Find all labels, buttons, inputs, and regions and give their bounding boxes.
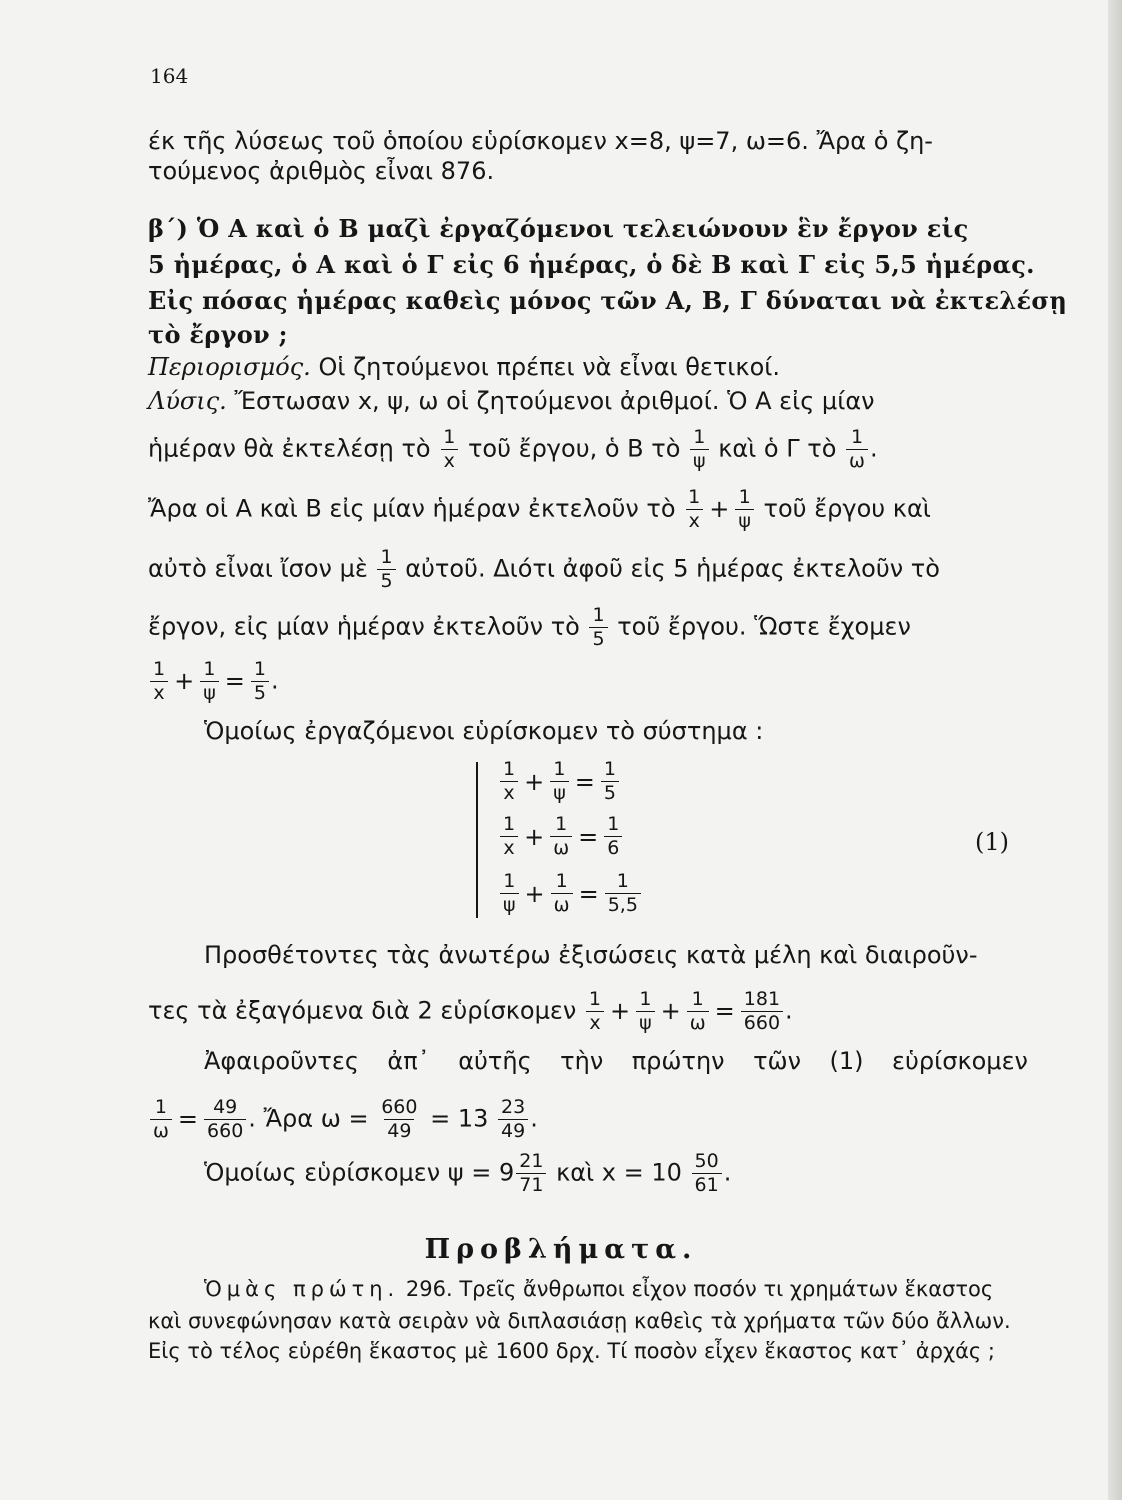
page-number: 164 bbox=[150, 64, 189, 88]
problem-296-line2: καὶ συνεφώνησαν κατὰ σειρὰν νὰ διπλασιάσῃ καθεὶς τὰ χρήματα τῶν δύο ἄλλων. bbox=[148, 1309, 1011, 1333]
para1-line2: τούμενος ἀριθμὸς εἶναι 876. bbox=[148, 157, 495, 185]
page-edge bbox=[1108, 0, 1122, 1500]
group-label: Ὁμὰς πρώτη. bbox=[204, 1277, 400, 1301]
problem-296-line1: Ὁμὰς πρώτη. 296. Τρεῖς ἄνθρωποι εἶχον ποσόν τι χρημάτων ἕκαστος bbox=[204, 1277, 994, 1301]
problem-296-line3: Εἰς τὸ τέλος εὑρέθη ἕκαστος μὲ 1600 δρχ. Τί ποσὸν εἶχεν ἕκαστος κατ᾽ ἀρχάς ; bbox=[148, 1339, 996, 1363]
solution-line7: Ὁμοίως ἐργαζόμενοι εὑρίσκομεν τὸ σύστημα : bbox=[204, 717, 764, 745]
restriction-text: Οἱ ζητούμενοι πρέπει νὰ εἶναι θετικοί. bbox=[318, 353, 781, 381]
system-eq3: 1 ψ + $\frac{1}{\omega}$ = $\frac{1}{5,5}$ bbox=[498, 872, 643, 915]
fraction-1-over-psi: $\frac{1}{\psi}$ bbox=[690, 428, 709, 471]
problem-b-line3: Εἰς πόσας ἡμέρας καθεὶς μόνος τῶν Α, Β, Γ δύναται νὰ ἐκτελέσῃ bbox=[148, 286, 1068, 315]
para1-line1: έκ τῆς λύσεως τοῦ ὁποίου εὑρίσκομεν x=8, ψ=7, ω=6. Ἄρα ὁ ζη- bbox=[148, 127, 933, 155]
fraction-1-over-omega: $\frac{1}{\omega}$ bbox=[846, 428, 868, 471]
solution-line1: Λύσις. Ἔστωσαν x, ψ, ω οἱ ζητούμενοι ἀριθμοί. Ὁ Α εἰς μίαν bbox=[148, 387, 875, 415]
restriction-line bbox=[148, 352, 1028, 382]
restriction-label: Περιορισμός. bbox=[148, 353, 311, 381]
system-eq2: 1 x + $\frac{1}{\omega}$ = $\frac{1}{6}$ bbox=[498, 815, 624, 858]
system-eq1: 1 x + $\frac{1}{\psi}$ = $\frac{1}{5}$ bbox=[498, 760, 621, 803]
system-number: (1) bbox=[975, 828, 1009, 856]
fraction-1-over-x: $\frac{1}{x}$ bbox=[440, 428, 458, 471]
problem-b-line1: β΄) Ὁ Α καὶ ὁ Β μαζὶ ἐργαζόμενοι τελειώνουν ἓν ἔργον εἰς bbox=[148, 214, 969, 243]
solution-label: Λύσις. bbox=[148, 387, 227, 415]
solution-line8: Προσθέτοντες τὰς ἀνωτέρω ἐξισώσεις κατὰ μέλη καὶ διαιροῦν- bbox=[204, 941, 978, 969]
problem-b-line4: τὸ ἔργον ; bbox=[148, 320, 288, 349]
solution-line9: τες τὰ ἐξαγόμενα διὰ 2 εὑρίσκομεν $\frac{1}{x}$ + $\frac{1}{\psi}$ + $\frac{1}{\omega}$ = $\frac{181}{660}$ . bbox=[148, 988, 793, 1034]
problems-heading: Προβλήματα. bbox=[424, 1234, 698, 1265]
solution-line12: Ὁμοίως εὑρίσκομεν ψ = 9 $\frac{21}{71}$ καὶ x = 10 $\frac{50}{61}$ . bbox=[204, 1150, 732, 1196]
solution-line10: Ἀφαιροῦντες ἀπ᾽ αὐτῆς τὴν πρώτην τῶν (1) εὑρίσκομεν bbox=[204, 1047, 1028, 1075]
equation-ab: $\frac{1}{x}$ + $\frac{1}{\psi}$ = $\frac{1}{5}$ . bbox=[148, 660, 1028, 703]
solution-line5: ἔργον, εἰς μίαν ἡμέραν ἐκτελοῦν τὸ $\frac{1}{5}$ τοῦ ἔργου. Ὥστε ἔχομεν bbox=[148, 604, 911, 650]
solution-line4: αὐτὸ εἶναι ἴσον μὲ $\frac{1}{5}$ αὐτοῦ. Διότι ἀφοῦ εἰς 5 ἡμέρας ἐκτελοῦν τὸ bbox=[148, 546, 940, 592]
system-brace bbox=[476, 762, 488, 918]
problem-b-line2: 5 ἡμέρας, ὁ Α καὶ ὁ Γ εἰς 6 ἡμέρας, ὁ δὲ Β καὶ Γ εἰς 5,5 ἡμέρας. bbox=[148, 250, 1035, 279]
solution-line2: ἡμέραν θὰ ἐκτελέσῃ τὸ $\frac{1}{x}$ τοῦ ἔργου, ὁ Β τὸ $\frac{1}{\psi}$ καὶ ὁ Γ τὸ $\frac{1}{\omega}$ . bbox=[148, 426, 878, 472]
solution-line3: Ἄρα οἱ Α καὶ Β εἰς μίαν ἡμέραν ἐκτελοῦν τὸ $\frac{1}{x}$ + $\frac{1}{\psi}$ τοῦ ἔργου καὶ bbox=[148, 486, 931, 532]
solution-line11: $\frac{1}{\omega}$ = $\frac{49}{660}$ . Ἄρα ω = $\frac{660}{49}$ = 13 $\frac{23}{49}$ . bbox=[148, 1098, 1028, 1141]
